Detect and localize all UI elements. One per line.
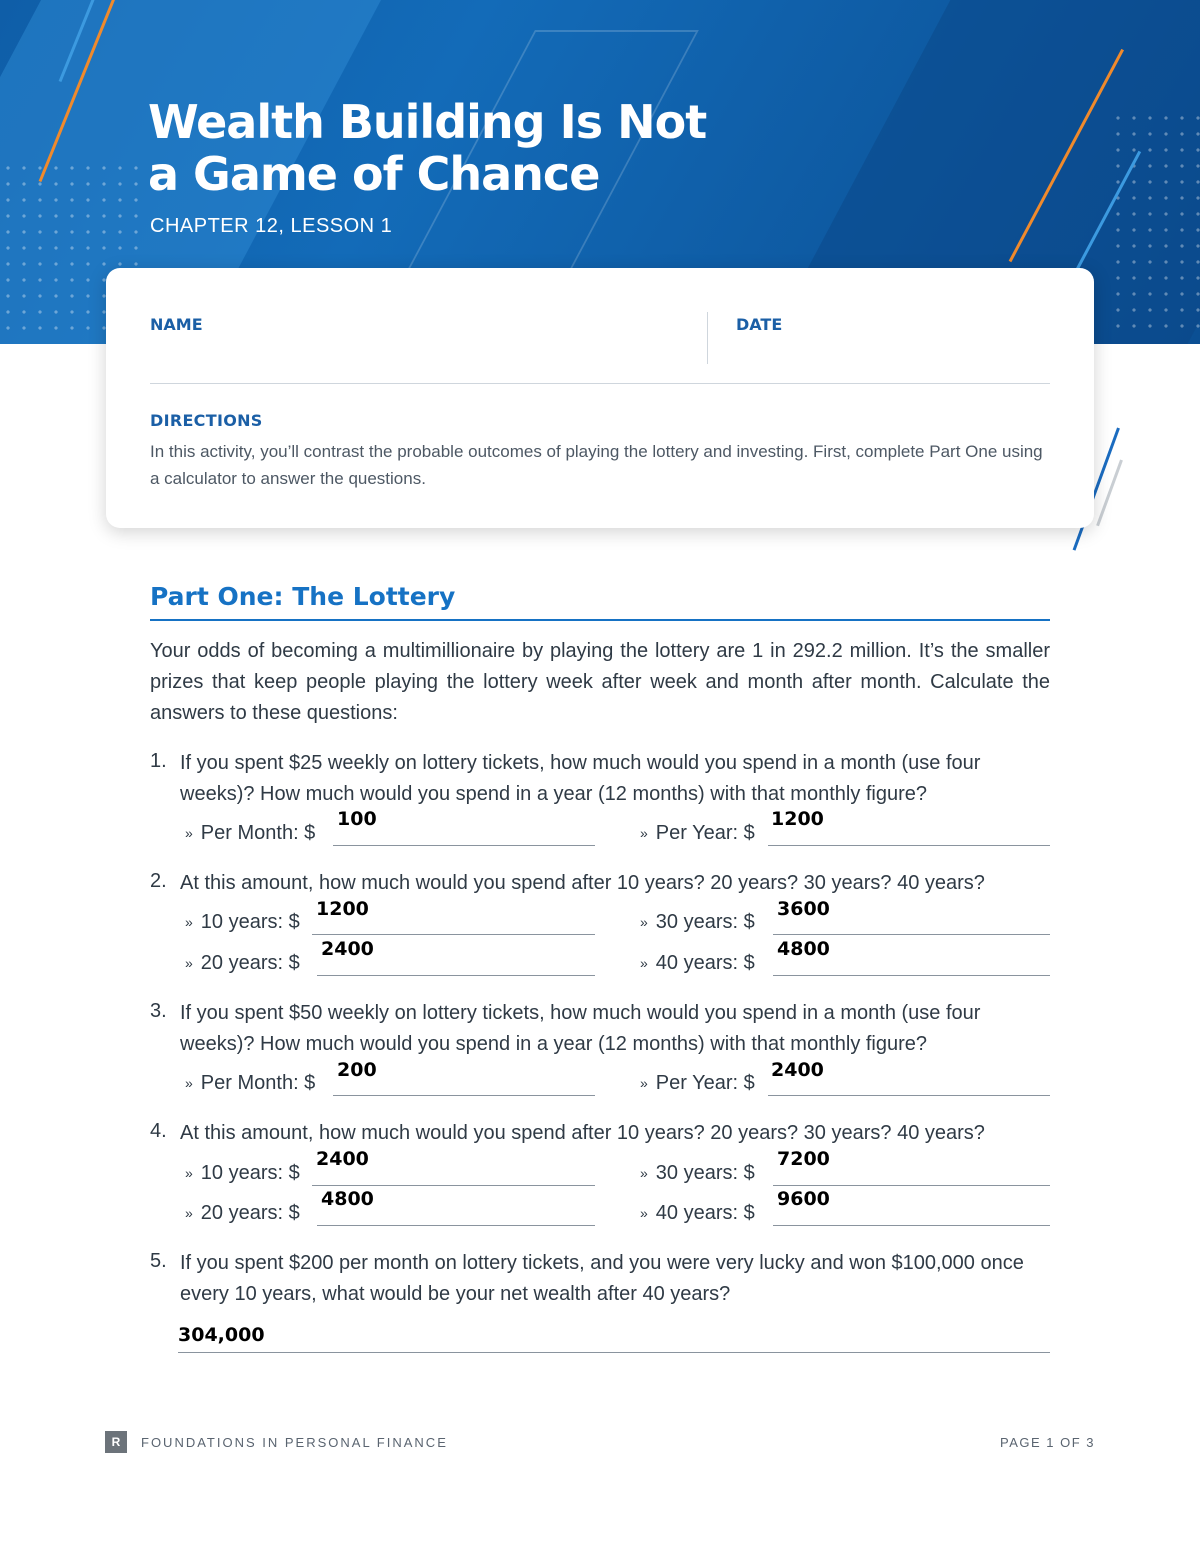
banner-dot-pattern xyxy=(1110,110,1200,340)
answer-line xyxy=(333,1095,595,1096)
decorative-line xyxy=(1096,459,1123,526)
answer-label xyxy=(185,822,315,845)
date-field-label: DATE xyxy=(736,315,783,334)
question-text: At this amount, how much would you spend after 10 years? 20 years? 30 years? 40 years? xyxy=(180,1122,985,1144)
bullet-icon: » xyxy=(185,914,193,930)
answer-value[interactable]: 4800 xyxy=(321,1188,374,1210)
title-line: a Game of Chance xyxy=(148,147,600,201)
answer-line xyxy=(773,1185,1050,1186)
answer-value[interactable]: 3600 xyxy=(777,898,830,920)
answer-line xyxy=(768,845,1050,846)
answer-value[interactable]: 9600 xyxy=(777,1188,830,1210)
field-divider xyxy=(707,312,708,364)
bullet-icon: » xyxy=(640,955,648,971)
section-title: Part One: The Lottery xyxy=(150,582,456,611)
page-title xyxy=(148,96,706,200)
question-number: 3. xyxy=(150,1000,167,1022)
blank-label: 30 years: $ xyxy=(655,911,755,933)
answer-label xyxy=(185,911,300,934)
question-text: If you spent $50 weekly on lottery tickets, how much would you spend in a month (use four weeks)? How much would you spend in a year (12 months) with that monthly figure? xyxy=(180,1002,981,1055)
blank-label: Per Month: $ xyxy=(200,822,316,844)
bullet-icon: » xyxy=(640,1075,648,1091)
title-line: Wealth Building Is Not xyxy=(148,95,707,149)
blank-label: Per Year: $ xyxy=(655,822,755,844)
answer-line xyxy=(178,1352,1050,1353)
card-divider xyxy=(150,383,1050,384)
bullet-icon: » xyxy=(640,1165,648,1181)
answer-line xyxy=(312,934,595,935)
blank-label: 20 years: $ xyxy=(200,1202,300,1224)
answer-line xyxy=(773,1225,1050,1226)
answer-value[interactable]: 304,000 xyxy=(178,1324,265,1346)
bullet-icon: » xyxy=(185,825,193,841)
question-text: If you spent $25 weekly on lottery tickets, how much would you spend in a month (use four weeks)? How much would you spend in a year (12 months) with that monthly figure? xyxy=(180,752,981,805)
blank-label: 30 years: $ xyxy=(655,1162,755,1184)
blank-label: 10 years: $ xyxy=(200,911,300,933)
blank-label: Per Year: $ xyxy=(655,1072,755,1094)
answer-value[interactable]: 1200 xyxy=(316,898,369,920)
blank-label: 40 years: $ xyxy=(655,952,755,974)
page-number: PAGE 1 OF 3 xyxy=(999,1435,1095,1450)
question-number: 4. xyxy=(150,1120,167,1142)
blank-label: Per Month: $ xyxy=(200,1072,316,1094)
answer-label xyxy=(185,1202,300,1225)
publisher-logo: R xyxy=(105,1431,127,1453)
answer-label xyxy=(640,1162,755,1185)
answer-value[interactable]: 100 xyxy=(337,808,377,830)
question-number: 5. xyxy=(150,1250,167,1272)
answer-label xyxy=(640,952,755,975)
question-text: If you spent $200 per month on lottery tickets, and you were very lucky and won $100,000 once every 10 years, what would be your net wealth after 40 years? xyxy=(180,1252,1024,1305)
answer-value[interactable]: 2400 xyxy=(321,938,374,960)
answer-label xyxy=(185,1072,315,1095)
answer-value[interactable]: 200 xyxy=(337,1059,377,1081)
answer-line xyxy=(317,975,595,976)
bullet-icon: » xyxy=(640,825,648,841)
answer-label xyxy=(185,952,300,975)
question-number: 1. xyxy=(150,750,167,772)
blank-label: 20 years: $ xyxy=(200,952,300,974)
question-text: At this amount, how much would you spend after 10 years? 20 years? 30 years? 40 years? xyxy=(180,872,985,894)
answer-line xyxy=(773,934,1050,935)
directions-label: DIRECTIONS xyxy=(150,411,263,430)
answer-line xyxy=(773,975,1050,976)
chapter-subtitle: CHAPTER 12, LESSON 1 xyxy=(150,215,393,237)
answer-line xyxy=(317,1225,595,1226)
answer-value[interactable]: 2400 xyxy=(316,1148,369,1170)
name-field-label: NAME xyxy=(150,315,203,334)
info-card xyxy=(106,268,1094,528)
blank-label: 40 years: $ xyxy=(655,1202,755,1224)
bullet-icon: » xyxy=(185,1165,193,1181)
footer-course-name: FOUNDATIONS IN PERSONAL FINANCE xyxy=(141,1435,448,1450)
answer-label xyxy=(640,911,755,934)
answer-value[interactable]: 2400 xyxy=(771,1059,824,1081)
answer-label xyxy=(185,1162,300,1185)
question-number: 2. xyxy=(150,870,167,892)
answer-line xyxy=(768,1095,1050,1096)
answer-label xyxy=(640,1202,755,1225)
answer-line xyxy=(333,845,595,846)
answer-value[interactable]: 7200 xyxy=(777,1148,830,1170)
bullet-icon: » xyxy=(640,1205,648,1221)
section-rule xyxy=(150,619,1050,621)
bullet-icon: » xyxy=(640,914,648,930)
intro-paragraph: Your odds of becoming a multimillionaire by playing the lottery are 1 in 292.2 million. It’s the smaller prizes that keep people playing the lottery week after week and month after month. Calculate the answers to these questions: xyxy=(150,640,1050,724)
directions-text: In this activity, you’ll contrast the probable outcomes of playing the lottery and investing. First, complete Part One using a calculator to answer the questions. xyxy=(150,442,1043,488)
answer-value[interactable]: 1200 xyxy=(771,808,824,830)
bullet-icon: » xyxy=(185,1075,193,1091)
bullet-icon: » xyxy=(185,1205,193,1221)
answer-line xyxy=(312,1185,595,1186)
answer-label xyxy=(640,1072,755,1095)
answer-value[interactable]: 4800 xyxy=(777,938,830,960)
answer-label xyxy=(640,822,755,845)
blank-label: 10 years: $ xyxy=(200,1162,300,1184)
bullet-icon: » xyxy=(185,955,193,971)
